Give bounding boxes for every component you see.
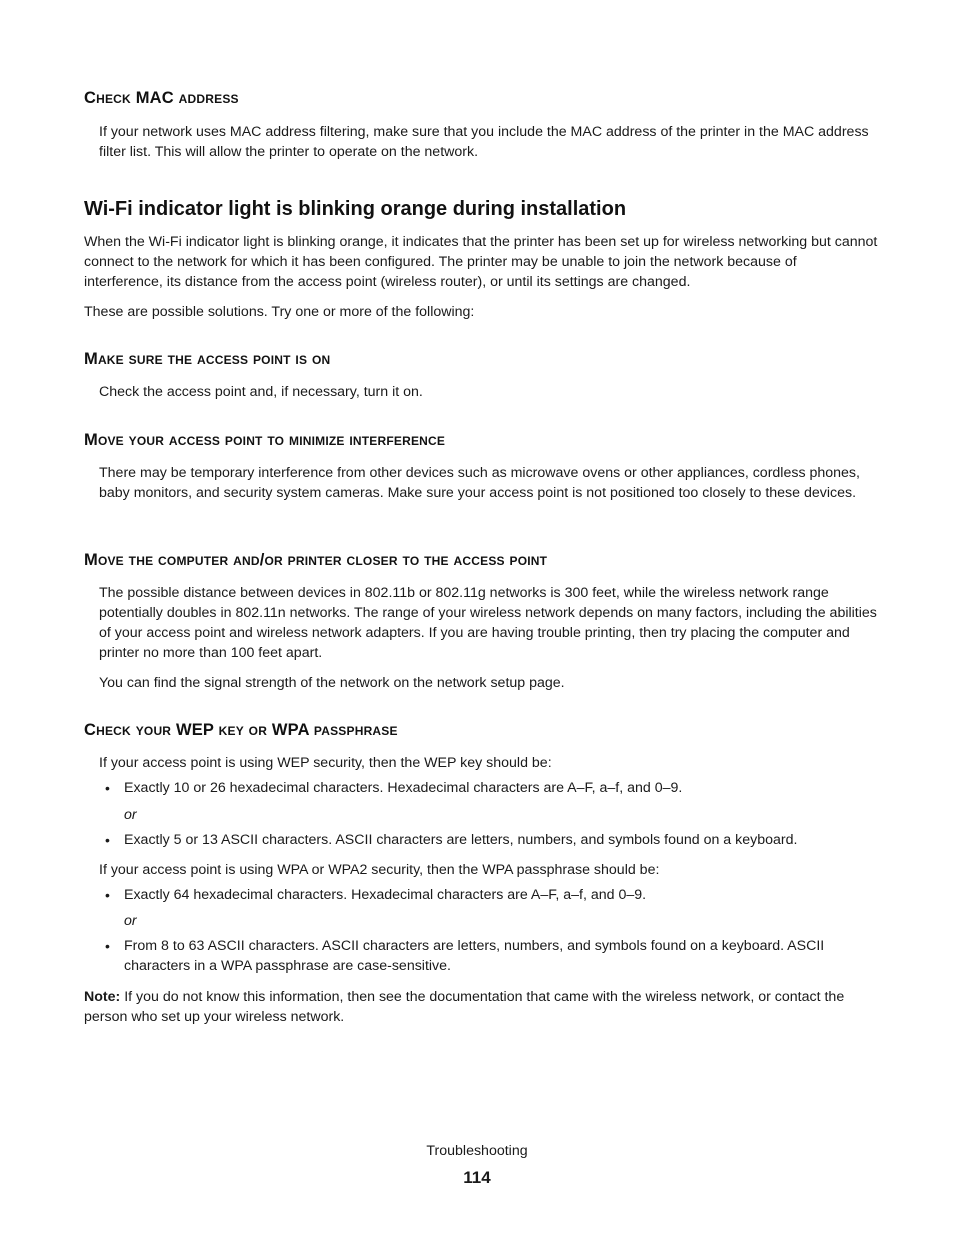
signal-strength-text: You can find the signal strength of the network on the network setup page. xyxy=(99,675,565,691)
note-text: If you do not know this information, then see the documentation that came with the wireless network, or contact the person who set up your wireless network. xyxy=(84,989,845,1025)
wpa-bullet-text: From 8 to 63 ASCII characters. ASCII characters are letters, numbers, and symbols found on a keyboard. ASCII characters in a WPA passphrase are case-sensitive. xyxy=(124,938,825,974)
page-number: 114 xyxy=(463,1168,491,1187)
wep-bullet-text: Exactly 10 or 26 hexadecimal characters. Hexadecimal characters are A–F, a–f, and 0–9. xyxy=(124,780,683,796)
note-label: Note: xyxy=(84,989,121,1005)
wep-wpa-heading: Check your WEP key or WPA passphrase xyxy=(84,721,398,739)
footer-section-label: Troubleshooting xyxy=(426,1143,528,1159)
access-point-on-body: Check the access point and, if necessary, turn it on. xyxy=(99,384,423,400)
wep-bullet-text: Exactly 5 or 13 ASCII characters. ASCII characters are letters, numbers, and symbols found on a keyboard. xyxy=(124,832,798,848)
wpa-bullet-item xyxy=(99,885,869,905)
minimize-interference-body: There may be temporary interference from other devices such as microwave ovens or other appliances, cordless phones, baby monitors, and security system cameras. Make sure your access point is not positioned too closely to these devices. xyxy=(99,465,860,501)
wpa-bullet-item xyxy=(99,936,869,976)
move-closer-heading: Move the computer and/or printer closer to the access point xyxy=(84,551,548,569)
or-text: or xyxy=(124,807,137,823)
bullet-icon: • xyxy=(105,832,110,848)
move-closer-body: The possible distance between devices in 802.11b or 802.11g networks is 300 feet, while the wireless network range potentially doubles in 802.11n networks. The range of your wireless network depends on many factors, including the abilities of your access point and wireless network adapters. If you are having trouble printing, then try placing the computer and printer no more than 100 feet apart. xyxy=(99,585,877,661)
or-text: or xyxy=(124,913,137,929)
bullet-icon: • xyxy=(105,938,110,954)
minimize-interference-heading: Move your access point to minimize interference xyxy=(84,431,446,449)
bullet-icon: • xyxy=(105,780,110,796)
wep-intro-text: If your access point is using WEP security, then the WEP key should be: xyxy=(99,755,552,771)
wifi-blinking-heading: Wi-Fi indicator light is blinking orange during installation xyxy=(84,198,627,220)
wep-bullet-item xyxy=(99,830,869,850)
access-point-on-heading: Make sure the access point is on xyxy=(84,350,331,368)
check-mac-body: If your network uses MAC address filtering, make sure that you include the MAC address of the printer in the MAC address filter list. This will allow the printer to operate on the network. xyxy=(99,124,869,160)
wep-bullet-item xyxy=(99,778,869,798)
check-mac-heading: Check MAC address xyxy=(84,89,239,107)
wpa-intro-text: If your access point is using WPA or WPA2 security, then the WPA passphrase should be: xyxy=(99,862,660,878)
bullet-icon: • xyxy=(105,887,110,903)
note-paragraph xyxy=(84,987,879,1027)
possible-solutions-text: These are possible solutions. Try one or more of the following: xyxy=(84,304,475,320)
wpa-bullet-text: Exactly 64 hexadecimal characters. Hexadecimal characters are A–F, a–f, and 0–9. xyxy=(124,887,647,903)
wifi-blinking-body: When the Wi-Fi indicator light is blinking orange, it indicates that the printer has been set up for wireless networking but cannot connect to the network for which it has been configured. The printer may be unable to join the network because of interference, its distance from the access point (wireless router), or until its settings are changed. xyxy=(84,234,878,290)
